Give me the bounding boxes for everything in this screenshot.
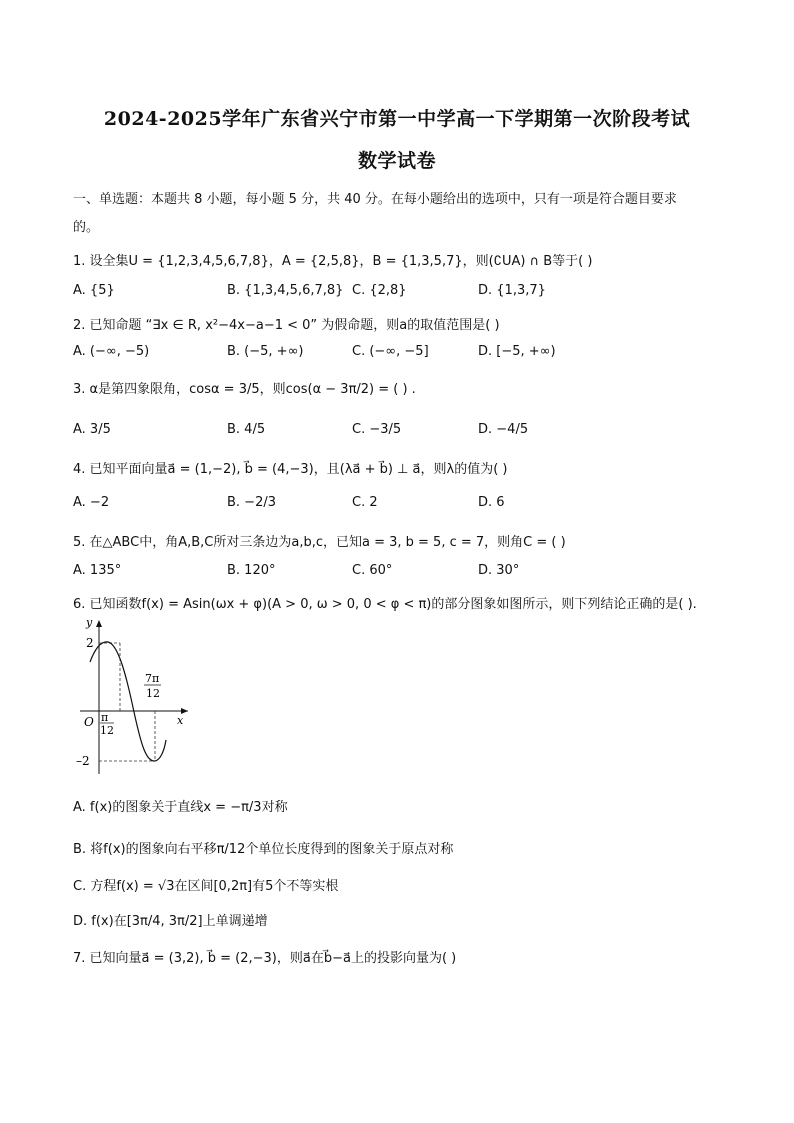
q3-option-b: B. 4/5: [227, 422, 266, 437]
q6-option-a: A. f(x)的图象关于直线x = −π/3对称: [73, 800, 288, 815]
q2-option-b: B. (−5, +∞): [227, 344, 304, 359]
q1-option-d: D. {1,3,7}: [478, 283, 546, 298]
q4-option-b: B. −2/3: [227, 495, 276, 510]
question-1: 1. 设全集U = {1,2,3,4,5,6,7,8}，A = {2,5,8}，B = {1,3,5,7}，则(∁UA) ∩ B等于( ): [73, 254, 593, 269]
origin-label: O: [84, 715, 94, 729]
q1-option-c: C. {2,8}: [352, 283, 407, 298]
question-4: 4. 已知平面向量a⃗ = (1,−2), b⃗ = (4,−3)，且(λa⃗ + b⃗) ⊥ a⃗，则λ的值为( ): [73, 462, 508, 477]
y-axis-arrow: [96, 620, 102, 627]
q5-option-b: B. 120°: [227, 563, 276, 578]
x-axis-label: x: [177, 714, 184, 727]
q4-option-c: C. 2: [352, 495, 378, 510]
q1-option-b: B. {1,3,4,5,6,7,8}: [227, 283, 344, 298]
y-max-label: 2: [86, 636, 94, 650]
y-axis-label: y: [86, 616, 93, 629]
q4-option-a: A. −2: [73, 495, 110, 510]
q4-option-d: D. 6: [478, 495, 505, 510]
question-6: 6. 已知函数f(x) = Asin(ωx + φ)(A > 0, ω > 0, 0 < φ < π)的部分图象如图所示，则下列结论正确的是( ).: [73, 597, 697, 612]
q6-option-b: B. 将f(x)的图象向右平移π/12个单位长度得到的图象关于原点对称: [73, 842, 454, 857]
question-2: 2. 已知命题 “∃x ∈ R, x²−4x−a−1 < 0” 为假命题，则a的取值范围是( ): [73, 318, 500, 333]
q6-option-c: C. 方程f(x) = √3在区间[0,2π]有5个不等实根: [73, 879, 339, 894]
q3-option-c: C. −3/5: [352, 422, 402, 437]
title-line-1: 2024-2025学年广东省兴宁市第一中学高一下学期第一次阶段考试: [103, 108, 691, 130]
title-line-2: 数学试卷: [357, 150, 436, 172]
tick-7pi-12-den: 12: [146, 687, 160, 700]
q5-option-a: A. 135°: [73, 563, 122, 578]
question-7: 7. 已知向量a⃗ = (3,2), b⃗ = (2,−3)，则a⃗在b⃗−a⃗上的投影向量为( ): [73, 951, 457, 966]
question-3: 3. α是第四象限角，cosα = 3/5，则cos(α − 3π/2) = ( ) .: [73, 382, 416, 397]
q3-option-d: D. −4/5: [478, 422, 529, 437]
tick-7pi-12-num: 7π: [145, 672, 160, 685]
question-5: 5. 在△ABC中，角A,B,C所对三条边为a,b,c，已知a = 3, b = 5, c = 7，则角C = ( ): [73, 535, 566, 550]
tick-pi-12-den: 12: [100, 724, 114, 737]
tick-pi-12-num: π: [101, 711, 109, 724]
q6-option-d: D. f(x)在[3π/4, 3π/2]上单调递增: [73, 914, 268, 929]
q5-option-d: D. 30°: [478, 563, 520, 578]
section-heading-line1: 一、单选题：本题共 8 小题，每小题 5 分，共 40 分。在每小题给出的选项中，只有一项是符合题目要求: [73, 192, 677, 207]
q5-option-c: C. 60°: [352, 563, 393, 578]
q2-option-d: D. [−5, +∞): [478, 344, 556, 359]
section-heading-line2: 的。: [73, 220, 100, 235]
q1-option-a: A. {5}: [73, 283, 115, 298]
y-min-label: –2: [76, 754, 90, 768]
q3-option-a: A. 3/5: [73, 422, 111, 437]
sine-graph: [68, 614, 198, 779]
q2-option-c: C. (−∞, −5]: [352, 344, 429, 359]
q2-option-a: A. (−∞, −5): [73, 344, 150, 359]
